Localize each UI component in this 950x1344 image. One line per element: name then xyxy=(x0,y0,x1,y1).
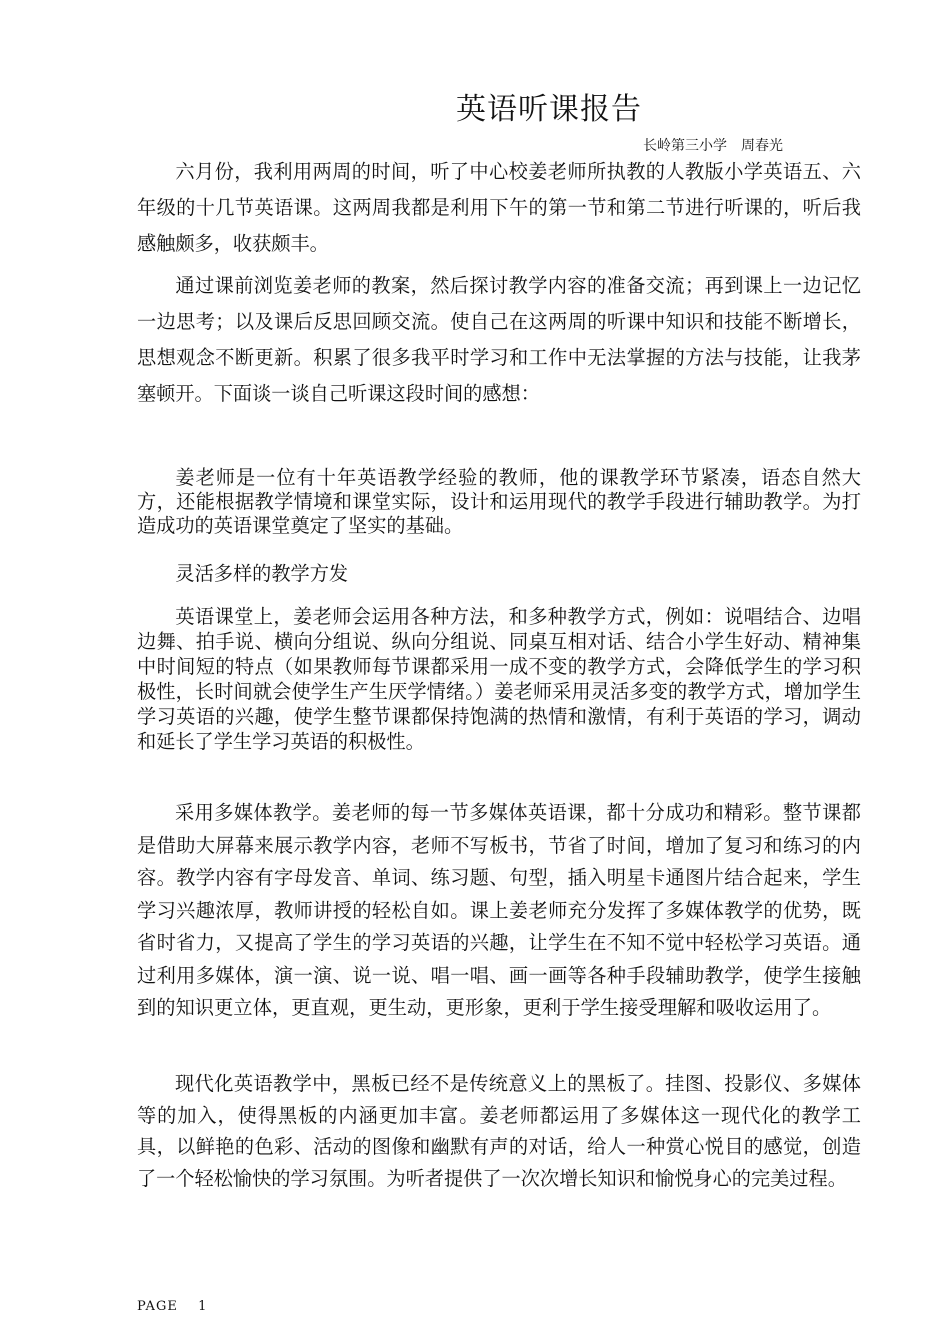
footer-page-label: PAGE xyxy=(137,1299,178,1314)
author-line: 长岭第三小学 周春光 xyxy=(643,138,783,154)
paragraph-preparation: 通过课前浏览姜老师的教案，然后探讨教学内容的准备交流；再到课上一边记忆一边思考；以及课后反思回顾交流。使自己在这两周的听课中知识和技能不断增长，思想观念不断更新。积累了很多我平时学习和工作中无法掌握的方法与技能，让我茅塞顿开。下面谈一谈自己听课这段时间的感想： xyxy=(137,274,861,405)
section-heading-methods: 灵活多样的教学方发 xyxy=(175,562,349,585)
paragraph-teacher-profile: 姜老师是一位有十年英语教学经验的教师，他的课教学环节紧凑，语态自然大方，还能根据教学情境和课堂实际，设计和运用现代的教学手段进行辅助教学。为打造成功的英语课堂奠定了坚实的基础。 xyxy=(137,466,861,537)
paragraph-intro: 六月份，我利用两周的时间，听了中心校姜老师所执教的人教版小学英语五、六年级的十几节英语课。这两周我都是利用下午的第一节和第二节进行听课的，听后我感触颇多，收获颇丰。 xyxy=(137,160,861,255)
paragraph-multimedia: 采用多媒体教学。姜老师的每一节多媒体英语课，都十分成功和精彩。整节课都是借助大屏幕来展示教学内容，老师不写板书，节省了时间，增加了复习和练习的内容。教学内容有字母发音、单词、练习题、句型，插入明星卡通图片结合起来，学生学习兴趣浓厚，教师讲授的轻松自如。课上姜老师充分发挥了多媒体教学的优势，既省时省力，又提高了学生的学习英语的兴趣，让学生在不知不觉中轻松学习英语。通过利用多媒体，演一演、说一说、唱一唱、画一画等各种手段辅助教学，使学生接触到的知识更立体，更直观，更生动，更形象，更利于学生接受理解和吸收运用了。 xyxy=(137,801,861,1019)
paragraph-modern-teaching: 现代化英语教学中，黑板已经不是传统意义上的黑板了。挂图、投影仪、多媒体等的加入，使得黑板的内涵更加丰富。姜老师都运用了多媒体这一现代化的教学工具，以鲜艳的色彩、活动的图像和幽默有声的对话，给人一种赏心悦目的感觉，创造了一个轻松愉快的学习氛围。为听者提供了一次次增长知识和愉悦身心的完美过程。 xyxy=(137,1072,861,1190)
page-footer xyxy=(137,1298,207,1316)
paragraph-methods: 英语课堂上，姜老师会运用各种方法，和多种教学方式，例如：说唱结合、边唱边舞、拍手说、横向分组说、纵向分组说、同桌互相对话、结合小学生好动、精神集中时间短的特点（如果教师每节课都采用一成不变的教学方式，会降低学生的学习积极性，长时间就会使学生产生厌学情绪。）姜老师采用灵活多变的教学方式，增加学生学习英语的兴趣，使学生整节课都保持饱满的热情和激情，有利于英语的学习，调动和延长了学生学习英语的积极性。 xyxy=(137,605,861,753)
page-title: 英语听课报告 xyxy=(456,92,642,127)
footer-page-number: 1 xyxy=(198,1299,208,1314)
